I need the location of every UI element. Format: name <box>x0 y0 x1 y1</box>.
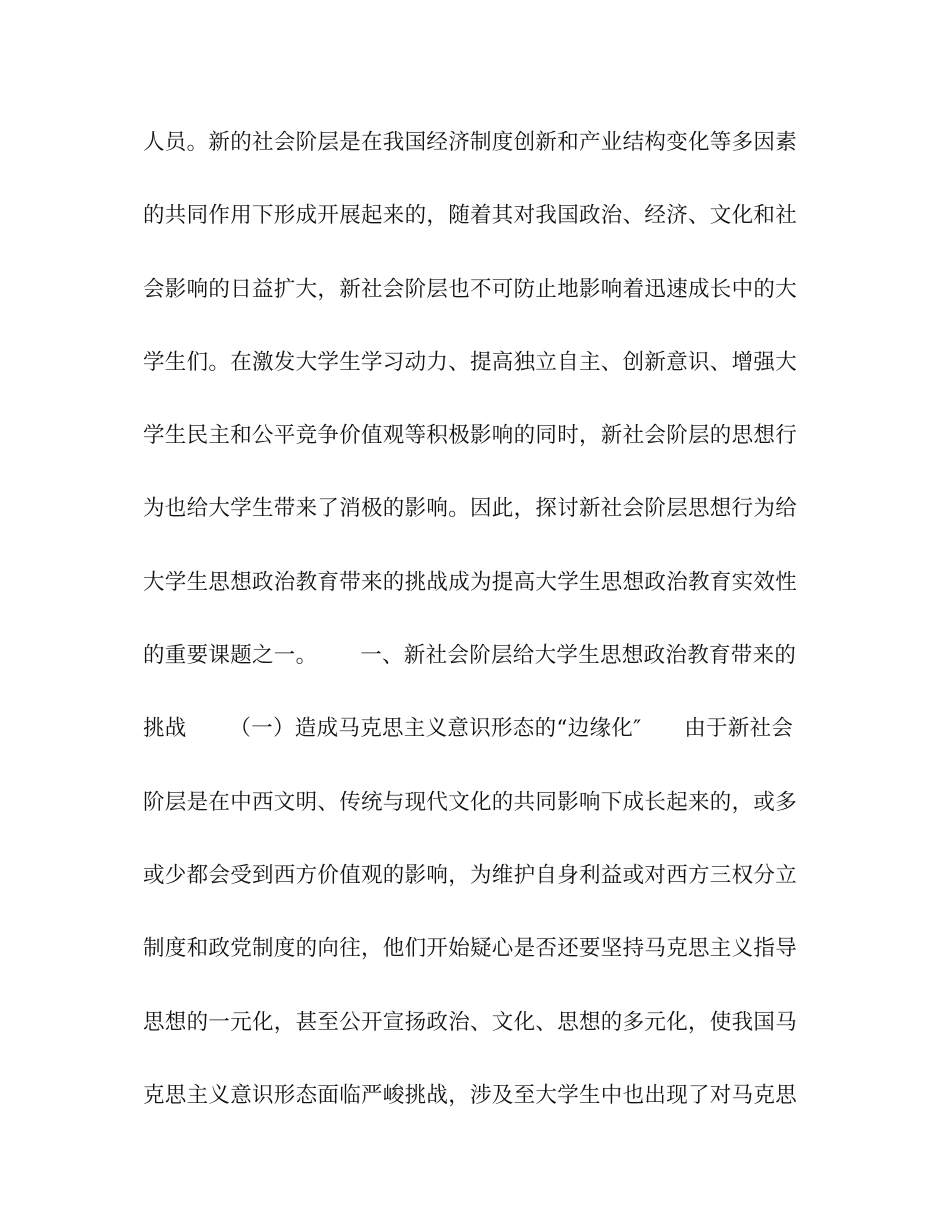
text-line: 阶层是在中西文明、传统与现代文化的共同影响下成长起来的，或多 <box>143 789 798 815</box>
text-line: 思想的一元化，甚至公开宣扬政治、文化、思想的多元化，使我国马 <box>143 1009 798 1035</box>
text-line: 挑战 （一）造成马克思主义意识形态的“边缘化″ 由于新社会 <box>143 716 794 742</box>
text-line: 学生们。在激发大学生学习动力、提高独立自主、创新意识、增强大 <box>143 349 798 375</box>
text-line: 或少都会受到西方价值观的影响，为维护自身利益或对西方三权分立 <box>143 862 798 888</box>
text-line: 的重要课题之一。 一、新社会阶层给大学生思想政治教育带来的 <box>143 643 797 669</box>
text-line: 人员。新的社会阶层是在我国经济制度创新和产业结构变化等多因素 <box>143 130 798 155</box>
text-line: 的共同作用下形成开展起来的，随着其对我国政治、经济、文化和社 <box>143 203 798 229</box>
body-text <box>143 121 823 1147</box>
text-line: 学生民主和公平竞争价值观等积极影响的同时，新社会阶层的思想行 <box>143 423 798 449</box>
text-line: 制度和政党制度的向往，他们开始疑心是否还要坚持马克思主义指导 <box>143 936 798 962</box>
text-line: 会影响的日益扩大，新社会阶层也不可防止地影响着迅速成长中的大 <box>143 276 798 302</box>
text-line: 大学生思想政治教育带来的挑战成为提高大学生思想政治教育实效性 <box>143 569 798 595</box>
text-line: 克思主义意识形态面临严峻挑战，涉及至大学生中也出现了对马克思 <box>143 1082 798 1108</box>
text-line: 为也给大学生带来了消极的影响。因此，探讨新社会阶层思想行为给 <box>143 496 798 522</box>
